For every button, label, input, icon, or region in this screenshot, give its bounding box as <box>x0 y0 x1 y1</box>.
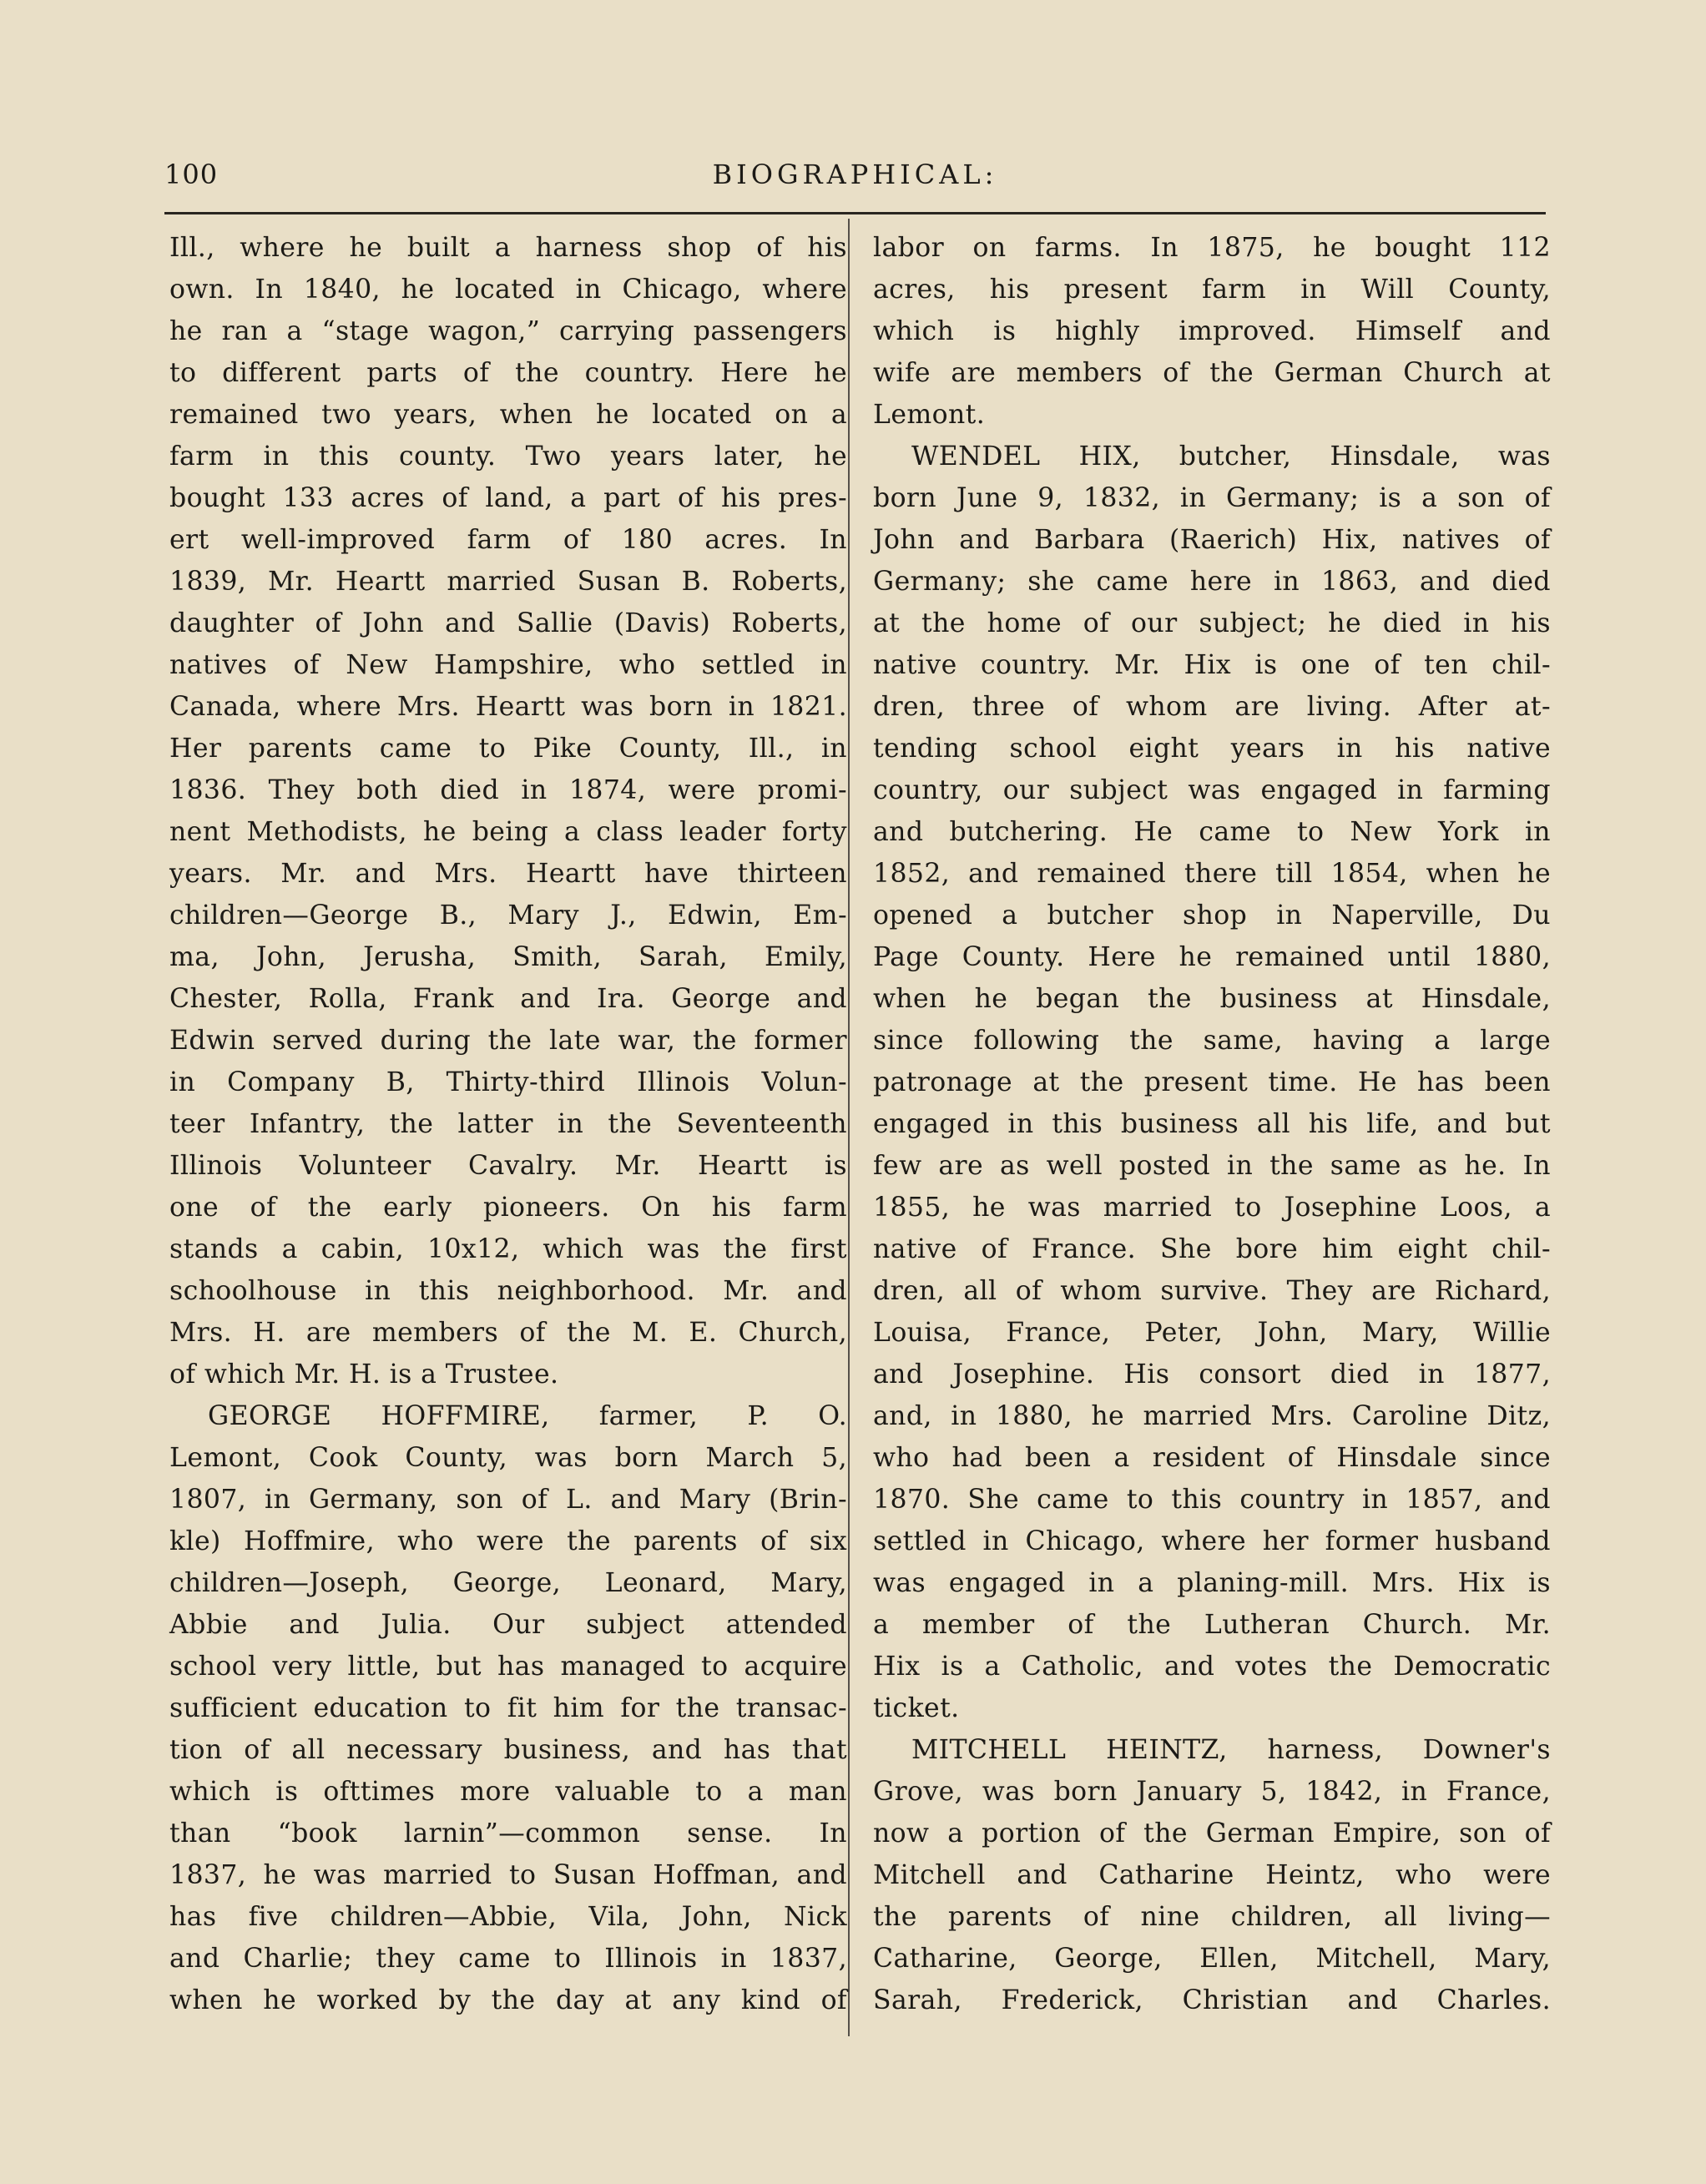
text-line: to different parts of the country. Here he <box>169 358 847 388</box>
text-line: now a portion of the German Empire, son of <box>873 1818 1551 1849</box>
text-line: Mrs. H. are members of the M. E. Church, <box>169 1318 847 1348</box>
text-line: native country. Mr. Hix is one of ten chil- <box>873 650 1551 680</box>
biography-heading-line: WENDEL HIX, butcher, Hinsdale, was <box>911 441 1551 472</box>
text-line: when he worked by the day at any kind of <box>169 1985 847 2015</box>
text-line: and Charlie; they came to Illinois in 1837, <box>169 1944 847 1974</box>
text-line: Mitchell and Catharine Heintz, who were <box>873 1860 1551 1890</box>
text-line: Lemont, Cook County, was born March 5, <box>169 1443 847 1473</box>
text-line: labor on farms. In 1875, he bought 112 <box>873 233 1551 263</box>
text-line: the parents of nine children, all living— <box>873 1902 1551 1932</box>
text-line: born June 9, 1832, in Germany; is a son of <box>873 483 1551 513</box>
text-line: farm in this county. Two years later, he <box>169 441 847 472</box>
text-line: has five children—Abbie, Vila, John, Nick <box>169 1902 847 1932</box>
text-line: and Josephine. His consort died in 1877, <box>873 1359 1551 1390</box>
text-line: ticket. <box>873 1693 960 1723</box>
text-line: he ran a “stage wagon,” carrying passengers <box>169 316 847 346</box>
biography-heading-line: GEORGE HOFFMIRE, farmer, P. O. <box>208 1401 847 1431</box>
text-line: when he began the business at Hinsdale, <box>873 984 1551 1014</box>
text-line: Catharine, George, Ellen, Mitchell, Mary, <box>873 1944 1551 1974</box>
text-line: Germany; she came here in 1863, and died <box>873 567 1551 597</box>
text-line: school very little, but has managed to acquire <box>169 1652 847 1682</box>
text-line: Chester, Rolla, Frank and Ira. George and <box>169 984 847 1014</box>
text-line: 1807, in Germany, son of L. and Mary (Brin- <box>169 1485 847 1515</box>
text-line: one of the early pioneers. On his farm <box>169 1193 847 1223</box>
text-line: Grove, was born January 5, 1842, in France, <box>873 1777 1551 1807</box>
text-line: acres, his present farm in Will County, <box>873 275 1551 305</box>
text-line: settled in Chicago, where her former husband <box>873 1526 1551 1556</box>
text-line: patronage at the present time. He has been <box>873 1067 1551 1097</box>
text-line: tion of all necessary business, and has that <box>169 1735 847 1765</box>
text-line: children—George B., Mary J., Edwin, Em- <box>169 900 847 931</box>
text-line: 1852, and remained there till 1854, when he <box>873 859 1551 889</box>
text-line: dren, three of whom are living. After at- <box>873 692 1551 722</box>
text-line: ert well-improved farm of 180 acres. In <box>169 525 847 555</box>
text-line: wife are members of the German Church at <box>873 358 1551 388</box>
text-line: and butchering. He came to New York in <box>873 817 1551 847</box>
text-line: which is highly improved. Himself and <box>873 316 1551 346</box>
text-line: Abbie and Julia. Our subject attended <box>169 1610 847 1640</box>
text-line: Page County. Here he remained until 1880, <box>873 942 1551 972</box>
text-line: Hix is a Catholic, and votes the Democratic <box>873 1652 1551 1682</box>
text-line: schoolhouse in this neighborhood. Mr. and <box>169 1276 847 1306</box>
text-line: remained two years, when he located on a <box>169 400 847 430</box>
text-line: ma, John, Jerusha, Smith, Sarah, Emily, <box>169 942 847 972</box>
text-line: Her parents came to Pike County, Ill., in <box>169 734 847 764</box>
text-line: than “book larnin”—common sense. In <box>169 1818 847 1849</box>
text-line: of which Mr. H. is a Trustee. <box>169 1359 559 1390</box>
text-line: nent Methodists, he being a class leader forty <box>169 817 847 847</box>
text-line: engaged in this business all his life, and but <box>873 1109 1551 1139</box>
text-line: children—Joseph, George, Leonard, Mary, <box>169 1568 847 1598</box>
text-line: natives of New Hampshire, who settled in <box>169 650 847 680</box>
page-number: 100 <box>164 159 219 190</box>
text-line: daughter of John and Sallie (Davis) Roberts, <box>169 608 847 638</box>
text-line: 1839, Mr. Heartt married Susan B. Roberts, <box>169 567 847 597</box>
text-line: who had been a resident of Hinsdale since <box>873 1443 1551 1473</box>
text-line: country, our subject was engaged in farming <box>873 775 1551 805</box>
text-line: years. Mr. and Mrs. Heartt have thirteen <box>169 859 847 889</box>
text-line: stands a cabin, 10x12, which was the first <box>169 1234 847 1264</box>
text-line: which is ofttimes more valuable to a man <box>169 1777 847 1807</box>
text-line: and, in 1880, he married Mrs. Caroline Ditz, <box>873 1401 1551 1431</box>
header-rule <box>164 212 1546 214</box>
text-line: 1870. She came to this country in 1857, and <box>873 1485 1551 1515</box>
text-line: since following the same, having a large <box>873 1026 1551 1056</box>
text-line: opened a butcher shop in Naperville, Du <box>873 900 1551 931</box>
text-line: Edwin served during the late war, the former <box>169 1026 847 1056</box>
text-line: tending school eight years in his native <box>873 734 1551 764</box>
text-line: dren, all of whom survive. They are Richard, <box>873 1276 1551 1306</box>
text-line: John and Barbara (Raerich) Hix, natives of <box>873 525 1551 555</box>
text-line: 1855, he was married to Josephine Loos, a <box>873 1193 1551 1223</box>
page-header <box>164 159 1546 200</box>
text-line: 1836. They both died in 1874, were promi- <box>169 775 847 805</box>
text-line: native of France. She bore him eight chil- <box>873 1234 1551 1264</box>
text-line: at the home of our subject; he died in his <box>873 608 1551 638</box>
text-line: Sarah, Frederick, Christian and Charles. <box>873 1985 1551 2015</box>
text-line: a member of the Lutheran Church. Mr. <box>873 1610 1551 1640</box>
text-line: 1837, he was married to Susan Hoffman, and <box>169 1860 847 1890</box>
text-line: Ill., where he built a harness shop of his <box>169 233 847 263</box>
text-line: own. In 1840, he located in Chicago, where <box>169 275 847 305</box>
text-line: few are as well posted in the same as he. In <box>873 1151 1551 1181</box>
text-line: bought 133 acres of land, a part of his pres- <box>169 483 847 513</box>
right-column <box>873 227 1551 2021</box>
text-line: teer Infantry, the latter in the Seventeenth <box>169 1109 847 1139</box>
text-line: was engaged in a planing-mill. Mrs. Hix is <box>873 1568 1551 1598</box>
biography-heading-line: MITCHELL HEINTZ, harness, Downer's <box>911 1735 1551 1765</box>
left-column <box>169 227 847 2021</box>
running-head: BIOGRAPHICAL: <box>712 159 998 190</box>
text-line: Lemont. <box>873 400 986 430</box>
text-line: Illinois Volunteer Cavalry. Mr. Heartt is <box>169 1151 847 1181</box>
column-divider <box>848 219 850 2036</box>
text-line: kle) Hoffmire, who were the parents of six <box>169 1526 847 1556</box>
text-line: in Company B, Thirty-third Illinois Volun- <box>169 1067 847 1097</box>
text-line: Louisa, France, Peter, John, Mary, Willie <box>873 1318 1551 1348</box>
text-line: sufficient education to fit him for the transac- <box>169 1693 847 1723</box>
text-line: Canada, where Mrs. Heartt was born in 1821. <box>169 692 847 722</box>
